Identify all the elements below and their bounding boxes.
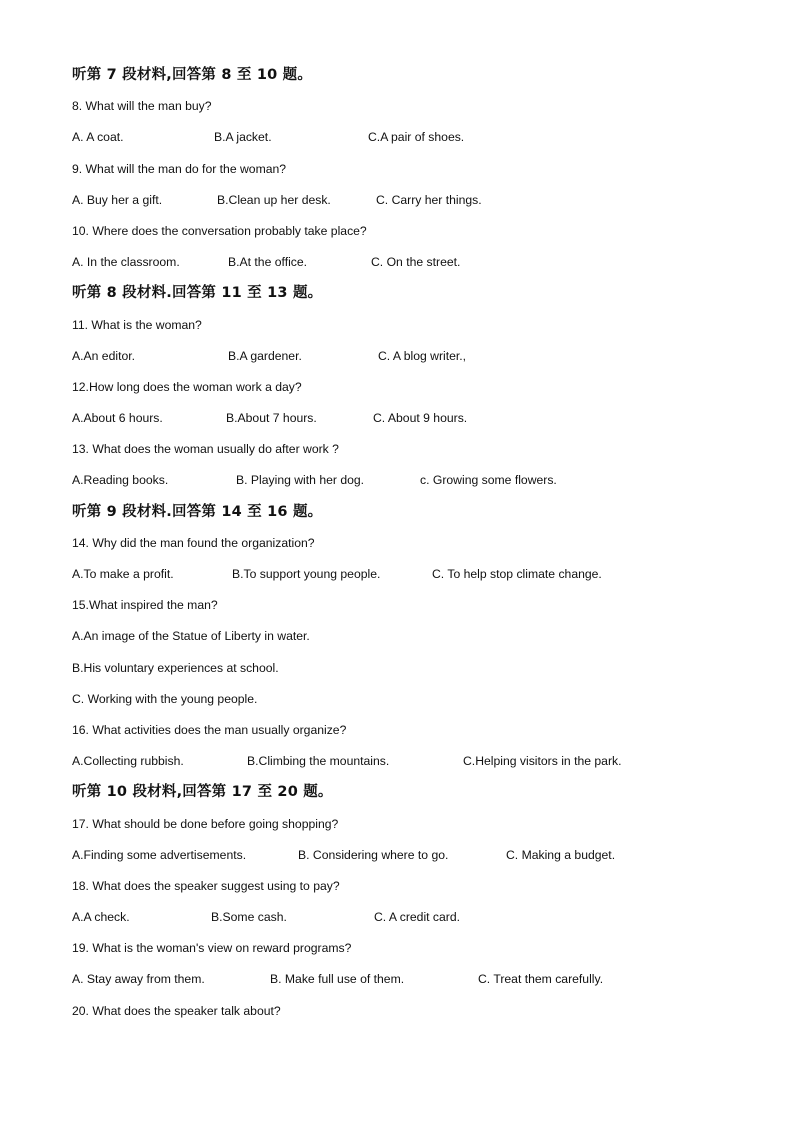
option-b: B. Considering where to go. [298,847,449,862]
option-a: A.An editor. [72,348,136,363]
options-row [72,251,732,282]
option-b: B.A jacket. [214,130,272,145]
option-a: A.A check. [72,910,130,925]
question-10: 10. Where does the conversation probably take place? [72,223,367,238]
option-a: A.About 6 hours. [72,411,163,426]
option-a: A.An image of the Statue of Liberty in water. [72,629,310,644]
option-c: C. A credit card. [374,910,461,925]
question-8: 8. What will the man buy? [72,99,212,114]
section-heading: 听第 9 段材料.回答第 14 至 16 题。 [72,503,323,520]
option-c: C. A blog writer., [378,348,467,363]
options-row [72,469,732,500]
option-c: C. On the street. [371,255,461,270]
option-a: A.Finding some advertisements. [72,847,247,862]
question-17: 17. What should be done before going shopping? [72,816,339,831]
section-heading: 听第 10 段材料,回答第 17 至 20 题。 [72,784,333,801]
option-c: C. About 9 hours. [373,411,468,426]
exam-page [72,64,732,1031]
question-16: 16. What activities does the man usually organize? [72,722,347,737]
option-c: C.A pair of shoes. [368,130,465,145]
options-row [72,126,732,157]
option-c: C. Carry her things. [376,192,482,207]
question-19: 19. What is the woman's view on reward programs? [72,941,352,956]
option-b: B.Clean up her desk. [217,192,331,207]
option-b: B.At the office. [228,255,308,270]
option-b: B.Climbing the mountains. [247,754,390,769]
option-a: A.Reading books. [72,473,169,488]
options-row [72,906,732,937]
option-c: C. Treat them carefully. [478,972,604,987]
option-a: A. Buy her a gift. [72,192,163,207]
option-a: A. In the classroom. [72,255,180,270]
options-row [72,407,732,438]
options-row [72,563,732,594]
question-11: 11. What is the woman? [72,317,202,332]
question-9: 9. What will the man do for the woman? [72,161,287,176]
option-b: B.Some cash. [211,910,287,925]
option-b: B.About 7 hours. [226,411,317,426]
section-heading: 听第 7 段材料,回答第 8 至 10 题。 [72,67,313,83]
option-b: B.His voluntary experiences at school. [72,660,279,675]
option-b: B. Make full use of them. [270,972,405,987]
question-14: 14. Why did the man found the organization? [72,535,315,550]
section-heading: 听第 8 段材料.回答第 11 至 13 题。 [72,285,323,302]
question-15: 15.What inspired the man? [72,598,218,613]
option-c: C.Helping visitors in the park. [463,754,622,769]
options-row [72,750,732,781]
options-row [72,189,732,220]
option-c: C. Making a budget. [506,847,616,862]
question-12: 12.How long does the woman work a day? [72,379,302,394]
option-a: A. A coat. [72,130,124,145]
option-c: C. Working with the young people. [72,691,258,706]
option-c: C. To help stop climate change. [432,567,602,581]
option-a: A. Stay away from them. [72,972,205,987]
options-row [72,345,732,376]
options-row [72,968,732,999]
question-20: 20. What does the speaker talk about? [72,1003,281,1018]
options-row [72,844,732,875]
option-a: A.To make a profit. [72,567,174,581]
option-b: B.A gardener. [228,348,302,363]
option-a: A.Collecting rubbish. [72,754,184,769]
option-b: B. Playing with her dog. [236,473,365,488]
question-13: 13. What does the woman usually do after work ? [72,442,339,457]
question-18: 18. What does the speaker suggest using to pay? [72,878,340,893]
option-b: B.To support young people. [232,567,381,581]
option-c: c. Growing some flowers. [420,473,557,488]
